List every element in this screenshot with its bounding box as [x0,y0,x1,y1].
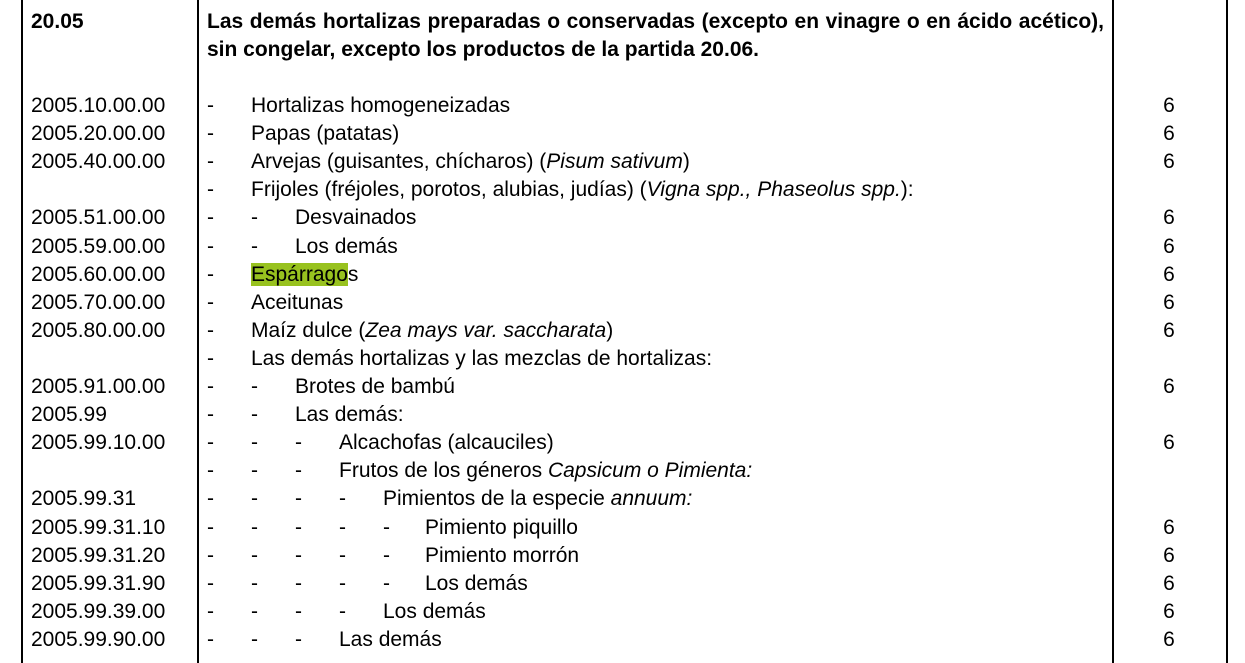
indent-dash: - [207,459,214,483]
description-text: Frutos de los géneros [339,459,548,483]
table-row [0,626,1245,654]
item-description [383,598,486,626]
duty-rate: 6 [1163,431,1175,455]
tariff-code: 2005.60.00.00 [31,262,166,286]
table-row [0,148,1245,176]
item-description [425,542,579,570]
indent-dash: - [207,571,214,595]
description-text: Aceitunas [251,290,344,314]
scientific-name: annuum: [610,487,693,511]
description-suffix: ) [682,150,690,174]
table-row [0,176,1245,204]
item-description [251,148,690,176]
tariff-code: 2005.99.31.90 [31,571,166,595]
item-description [339,429,554,457]
duty-rate: 6 [1163,515,1175,539]
indent-dash: - [383,515,390,539]
table-row [0,317,1245,345]
table-row [0,514,1245,542]
indent-dash: - [339,487,346,511]
description-text: Las demás hortalizas y las mezclas de hortalizas: [251,346,713,370]
tariff-code: 2005.99.90.00 [31,627,166,651]
duty-rate: 6 [1163,290,1175,314]
indent-dash: - [295,459,302,483]
scientific-name: Capsicum o Pimienta: [547,459,753,483]
indent-dash: - [207,403,214,427]
item-description [295,373,455,401]
table-row [0,120,1245,148]
item-description [251,289,343,317]
scientific-name: Pisum sativum [546,150,683,174]
item-description [295,204,416,232]
tariff-code: 2005.99.10.00 [31,431,166,455]
indent-dash: - [207,346,214,370]
indent-dash: - [251,234,258,258]
table-row [0,289,1245,317]
indent-dash: - [251,431,258,455]
description-text: Brotes de bambú [295,375,455,398]
tariff-code: 2005.91.00.00 [31,375,166,398]
table-row [0,457,1245,485]
indent-dash: - [207,262,214,286]
indent-dash: - [207,234,214,258]
item-description [295,401,404,429]
item-description [251,317,613,345]
description-text: Hortalizas homogeneizadas [251,94,511,117]
heading-code: 20.05 [31,10,84,33]
duty-rate: 6 [1163,571,1175,595]
duty-rate: 6 [1163,234,1175,258]
tariff-code: 2005.99.31.10 [31,515,166,539]
indent-dash: - [207,122,214,146]
description-text: Papas (patatas) [251,122,400,146]
table-row [0,598,1245,626]
indent-dash: - [295,487,302,511]
indent-dash: - [207,150,214,174]
description-suffix: s [347,262,359,286]
item-description [339,626,442,654]
item-description [383,485,692,513]
indent-dash: - [295,515,302,539]
tariff-code: 2005.99 [31,403,107,427]
indent-dash: - [251,403,258,427]
table-row [0,204,1245,232]
table-row [0,542,1245,570]
indent-dash: - [207,515,214,539]
indent-dash: - [251,375,258,398]
description-suffix: ): [900,178,914,202]
indent-dash: - [251,487,258,511]
table-row [0,401,1245,429]
table-row [0,233,1245,261]
table-row [0,373,1245,401]
heading-description: Las demás hortalizas preparadas o conservadas (excepto en vinagre o en ácido acético), sin congelar, excepto los productos de la partida 20.06. [207,10,1104,61]
item-description [339,457,752,485]
indent-dash: - [207,487,214,511]
item-description [425,514,578,542]
item-description [295,233,398,261]
duty-rate: 6 [1163,543,1175,567]
description-text: Pimientos de la especie [383,487,611,511]
duty-rate: 6 [1163,262,1175,286]
description-text: Los demás [383,599,486,623]
table-row [0,485,1245,513]
indent-dash: - [251,515,258,539]
duty-rate: 6 [1163,206,1175,230]
description-text: Los demás [425,571,528,595]
description-text: Las demás: [295,403,404,427]
indent-dash: - [251,206,258,230]
tariff-code: 2005.10.00.00 [31,94,166,117]
indent-dash: - [207,206,214,230]
duty-rate: 6 [1163,599,1175,623]
indent-dash: - [207,543,214,567]
duty-rate: 6 [1163,318,1175,342]
scientific-name: Vigna spp., Phaseolus spp. [646,178,901,202]
indent-dash: - [251,459,258,483]
item-description [251,345,712,373]
indent-dash: - [207,290,214,314]
indent-dash: - [295,599,302,623]
item-description [251,261,358,289]
description-text: Maíz dulce ( [251,318,366,342]
tariff-code: 2005.99.31.20 [31,543,166,567]
description-text: Pimiento piquillo [425,515,578,539]
description-suffix: ) [606,318,614,342]
tariff-code: 2005.20.00.00 [31,122,166,146]
table-row [0,429,1245,457]
indent-dash: - [251,571,258,595]
indent-dash: - [295,431,302,455]
item-description [251,176,914,204]
description-text: Los demás [295,234,398,258]
scientific-name: Zea mays var. saccharata [365,318,607,342]
table-row [0,261,1245,289]
indent-dash: - [295,543,302,567]
indent-dash: - [339,515,346,539]
indent-dash: - [339,543,346,567]
highlighted-text: Espárrago [251,262,348,286]
indent-dash: - [207,94,214,117]
indent-dash: - [295,627,302,651]
tariff-code: 2005.40.00.00 [31,150,166,174]
description-text: Frijoles (fréjoles, porotos, alubias, judías) ( [251,178,647,202]
duty-rate: 6 [1163,94,1175,117]
indent-dash: - [207,318,214,342]
indent-dash: - [339,599,346,623]
indent-dash: - [207,178,214,202]
indent-dash: - [339,571,346,595]
description-text: Arvejas (guisantes, chícharos) ( [251,150,547,174]
duty-rate: 6 [1163,122,1175,146]
indent-dash: - [251,599,258,623]
item-description [251,120,399,148]
description-text: Desvainados [295,206,417,230]
description-text: Pimiento morrón [425,543,580,567]
indent-dash: - [207,431,214,455]
tariff-code: 2005.80.00.00 [31,318,166,342]
duty-rate: 6 [1163,150,1175,174]
tariff-code: 2005.99.31 [31,487,137,511]
table-row [0,92,1245,120]
duty-rate: 6 [1163,627,1175,651]
indent-dash: - [251,627,258,651]
indent-dash: - [383,571,390,595]
indent-dash: - [251,543,258,567]
item-description [251,92,510,120]
table-row [0,570,1245,598]
description-text: Alcachofas (alcauciles) [339,431,554,455]
table-row [0,345,1245,373]
indent-dash: - [207,375,214,398]
indent-dash: - [207,627,214,651]
indent-dash: - [383,543,390,567]
item-description [425,570,528,598]
duty-rate: 6 [1163,375,1175,398]
tariff-code: 2005.70.00.00 [31,290,166,314]
tariff-code: 2005.99.39.00 [31,599,166,623]
tariff-code: 2005.59.00.00 [31,234,166,258]
tariff-code: 2005.51.00.00 [31,206,166,230]
indent-dash: - [295,571,302,595]
description-text: Las demás [339,627,442,651]
indent-dash: - [207,599,214,623]
